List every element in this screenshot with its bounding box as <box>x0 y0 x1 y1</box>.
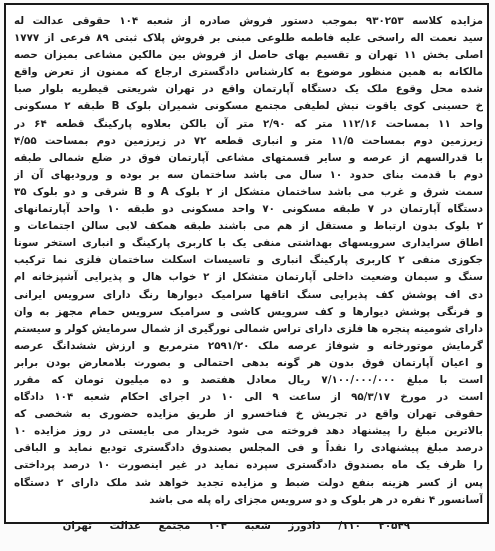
notice-line: خ حسینی کوی یاقوت نبش لطیفی مجتمع مسکونی شمیران بلوک B طبقه ۲ مسکونی <box>14 100 483 113</box>
notice-line: سید نعمت اله راسخی علیه فاطمه طلوعی مبنی بر فروش پلاک ثبتی ۸۹ فرعی از ۱۷۷۷ <box>14 32 483 45</box>
notice-line: جکوزی منفی ۲ کاربری پارکینگ انباری و تاسیسات اسکلت ساختمان فلزی نما ترکیب <box>14 254 483 267</box>
notice-signature-line: ۲۰۵۴۹ ۱۱۰/ دادورز شعبه ۱۰۴ مجتمع عدالت تهران <box>62 520 410 532</box>
notice-line: آسانسور ۴ نفره در هر بلوک و دو سرویس مجزای راه پله می باشد <box>149 493 483 506</box>
notice-line: دارای شومینه پنجره ها فلزی دارای تراس شمالی نورگیری از شمال سرمایش کولر و سیستم <box>14 322 483 335</box>
notice-line: گرمایش موتورخانه و شوفاژ عرصه ملک ۲۵۹۱/۲۰ مترمربع و ارزش ششدانگ عرصه <box>14 339 483 352</box>
notice-line: است در مورخ ۹۵/۳/۱۷ از ساعت ۹ الی ۱۰ در اجرای احکام شعبه ۱۰۴ دادگاه <box>14 391 483 404</box>
notice-line: سنگ و سیمان وضعیت داخلی آپارتمان متشکل از ۲ خواب هال و پذیرایی آشپزخانه ام <box>14 271 483 284</box>
notice-line: شده محل وقوع ملک یک دستگاه آپارتمان واقع در تهران شریعتی قیطریه بلوار صبا <box>14 83 483 96</box>
notice-line: مزایده کلاسه ۹۳۰۲۵۳ بموجب دستور فروش صادره از شعبه ۱۰۴ حقوقی عدالت له <box>14 15 483 27</box>
notice-line: دوم با قدمت بنای حدود ۱۰ سال می باشد ساختمان سه بر بوده و ورودیهای آن از <box>14 168 483 181</box>
notice-line: دستگاه آپارتمان در ۷ طبقه مسکونی ۷۰ واحد مسکونی دو طبقه ۱۰ واحد آپارتمانهای <box>14 203 483 216</box>
notice-line: و اعیان آپارتمان فوق بدون هر گونه بدهی احتمالی و بصورت بلامعارض بودن برابر <box>14 356 483 369</box>
notice-line: ۲ بلوک بدون ارتباط و مستقل از هم می باشند طبقه همکف لابی سالن اجتماعات و <box>14 220 483 233</box>
notice-line: حقوقی تهران واقع در تجریش خ فناخسرو از طریق مزایده حضوری به شخصی که <box>14 408 483 421</box>
notice-line: سمت شرق و غرب می باشد ساختمان متشکل از ۲ بلوک A و B شرقی و دو بلوک ۳۵ <box>14 185 483 198</box>
notice-line: است با مبلغ ۷/۱۰۰/۰۰۰/۰۰۰ ریال معادل هفتصد و ده میلیون تومان که مقرر <box>14 373 483 386</box>
notice-line: اطاق سرایداری سرویسهای بهداشتی منفی یک با کاربری پارکینگ و انباری استخر سونا <box>14 237 483 250</box>
notice-line: درصد مبلغ پیشنهادی را نقداً و فی المجلس بصندوق دادگستری تودیع نماید و الباقی <box>14 442 483 455</box>
notice-line: و فرنگی پوشش دیوارها و کف سرویس کاشی و سرامیک سرویس حمام مجهز به وان <box>14 305 483 318</box>
notice-line: اصلی بخش ۱۱ تهران و تقسیم بهای حاصل از فروش بین مالکین مشاعی بمیزان حصه <box>14 49 483 62</box>
notice-line: واحد ۱۱ بمساحت ۱۱۲/۱۶ متر که ۲/۹۰ متر آن بالکن بعلاوه پارکینگ قطعه ۶۴ در <box>14 117 483 130</box>
notice-line: بالاترین مبلغ را پیشنهاد دهد فروخته می شود خریدار می بایستی در روز مزایده ۱۰ <box>14 425 483 438</box>
notice-line: مالکانه به همین منظور موضوع به کارشناس دادگستری ارجاع که ممنون از تعرض واقع <box>14 66 483 79</box>
notice-line: دی اف پوشش کف پذیرایی سنگ اتاقها سرامیک دیوارها رنگ دارای سرویس ایرانی <box>14 288 483 301</box>
notice-line: را ظرف یک ماه بصندوق دادگستری سپرده نماید در غیر اینصورت ۱۰ درصد پرداختی <box>14 459 483 472</box>
notice-line: پس از کسر هزینه بنفع دولت ضبط و مزایده تجدید خواهد شد ملک دارای ۲ دستگاه <box>14 476 483 489</box>
auction-notice-box <box>4 3 489 524</box>
notice-line: زیرزمین دوم بمساحت ۱۱/۵ متر و انباری قطعه ۷۲ در زیرزمین دوم بمساحت ۴/۵۵ <box>14 134 483 147</box>
notice-line: با قدرالسهم از عرصه و سایر قسمتهای مشاعی آپارتمان فوق در ضلع شمالی طبقه <box>14 151 483 164</box>
auction-notice-text <box>14 13 483 509</box>
